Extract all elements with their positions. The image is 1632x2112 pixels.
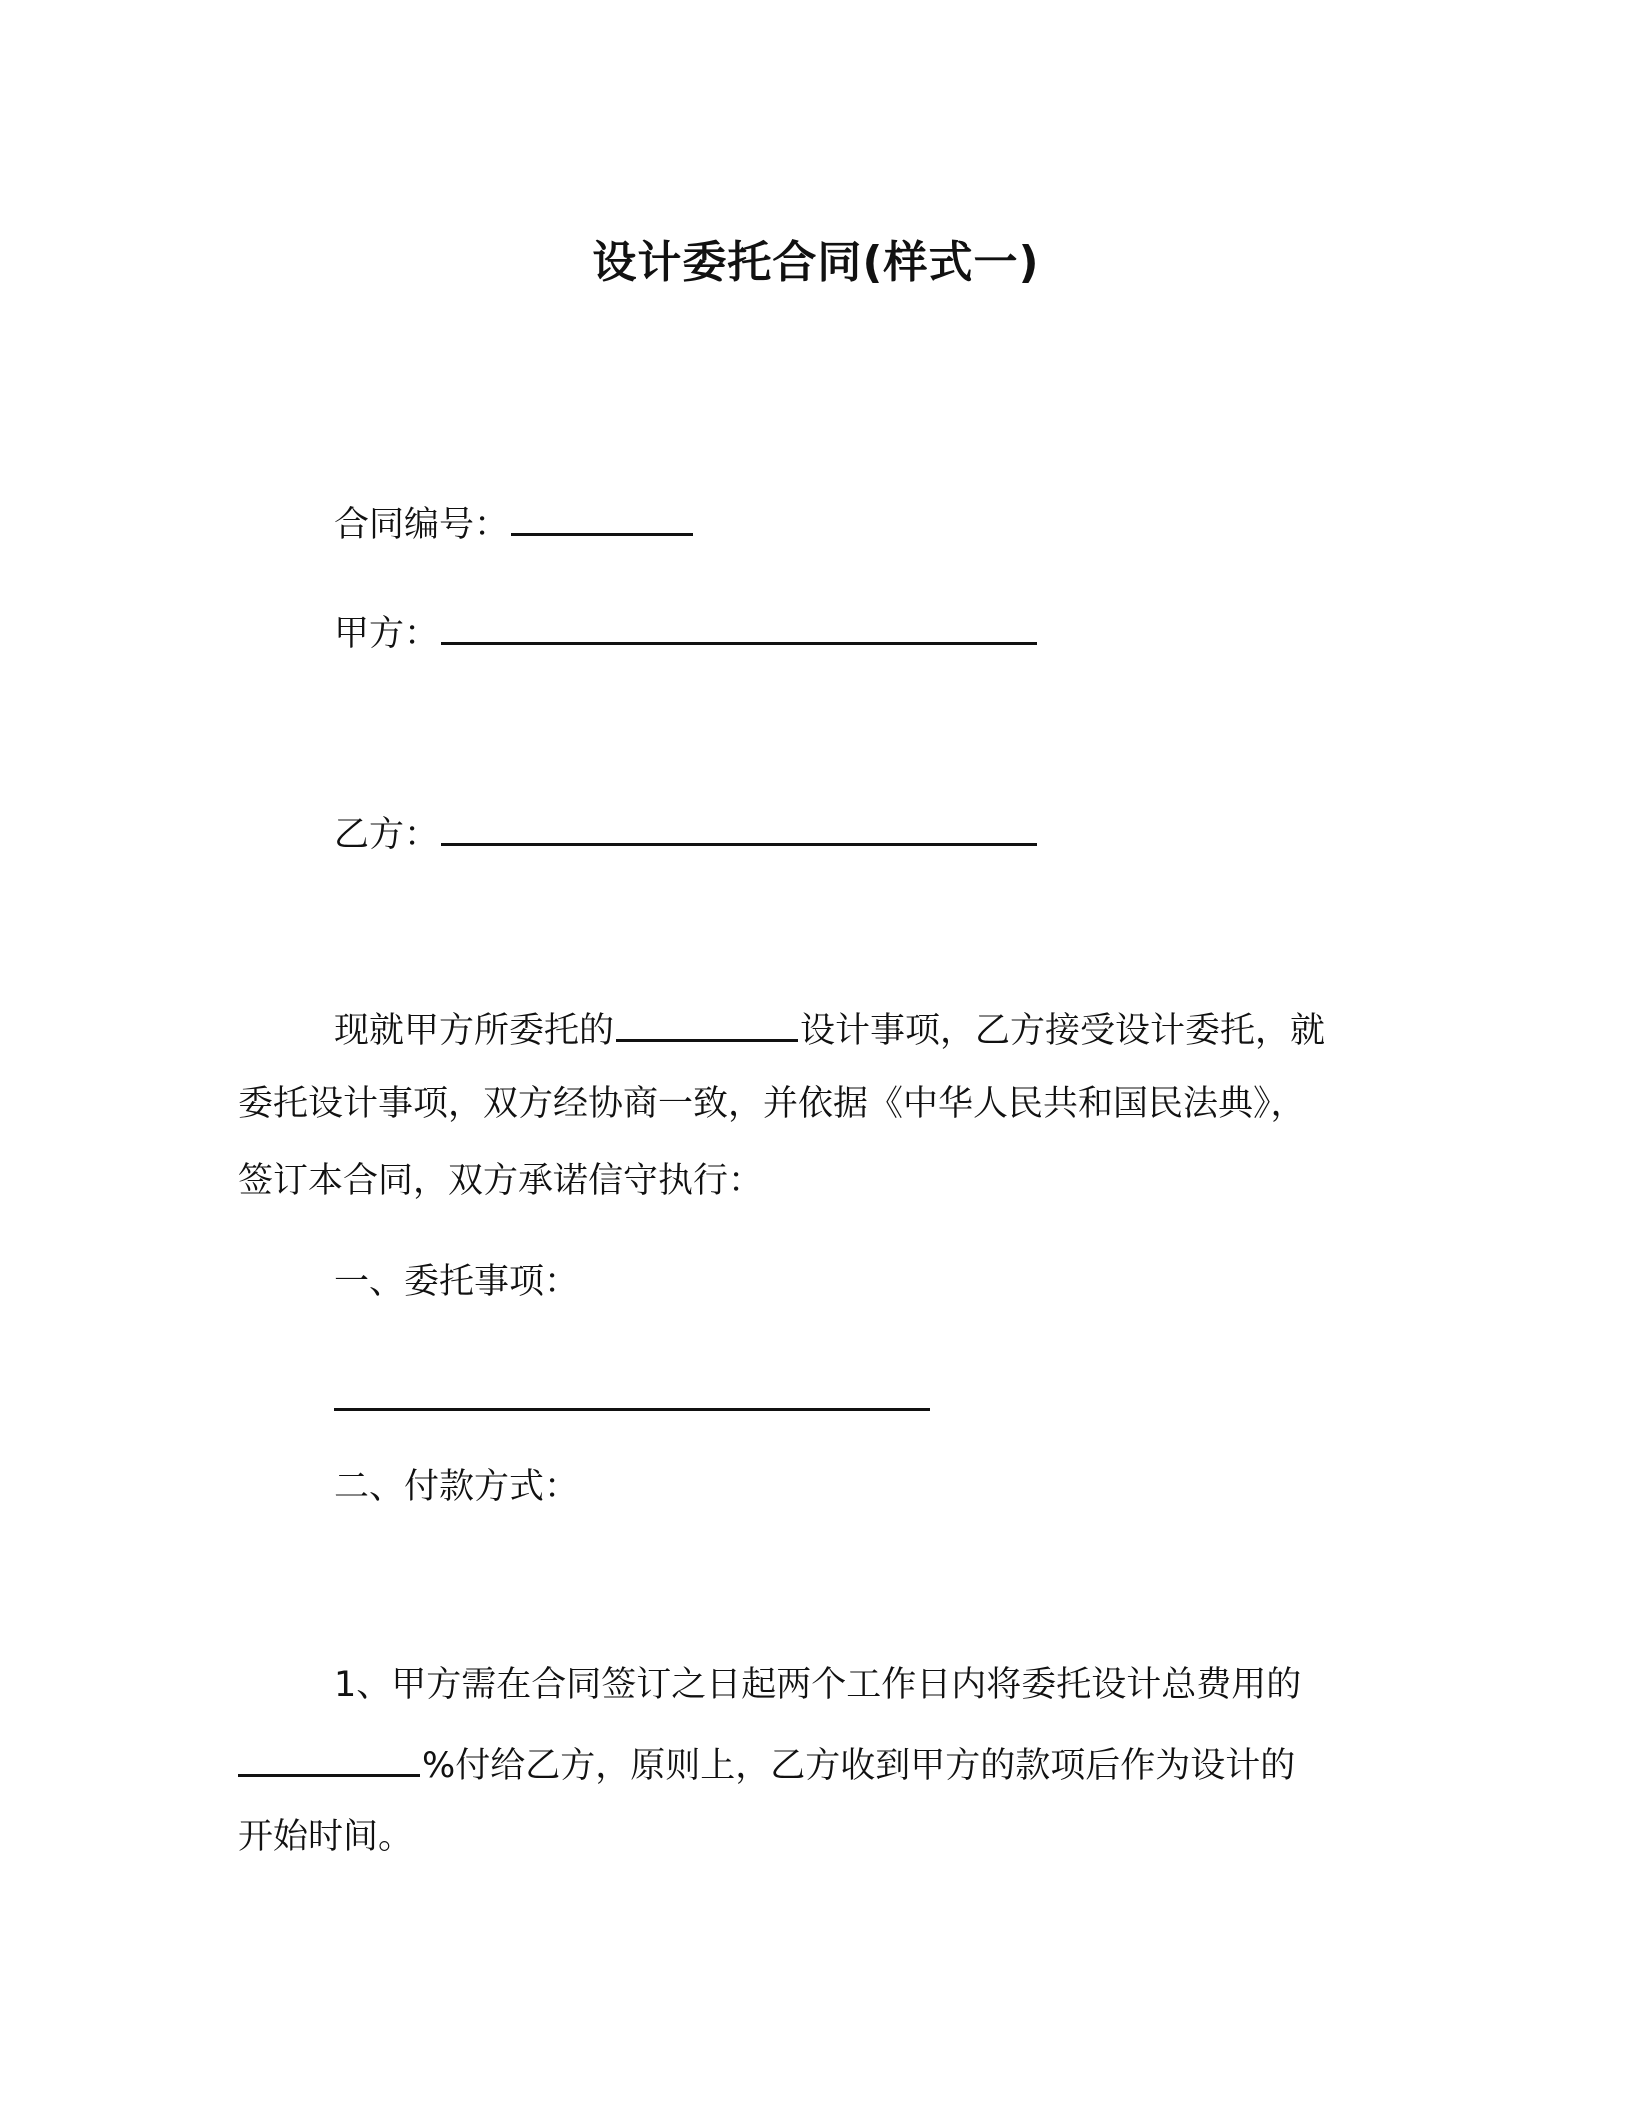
payment-item-1-line-1: 1、甲方需在合同签订之日起两个工作日内将委托设计总费用的 — [334, 1665, 1302, 1705]
contract-number-blank[interactable] — [511, 503, 693, 536]
section-2-heading: 二、付款方式： — [334, 1467, 580, 1507]
party-a-row — [334, 612, 1039, 652]
party-b-label: 乙方： — [334, 815, 440, 855]
party-a-blank[interactable] — [441, 612, 1037, 645]
section-1-blank-row — [334, 1378, 932, 1418]
entrusted-matter-blank[interactable] — [334, 1378, 930, 1411]
party-b-row — [334, 813, 1039, 853]
intro-line-1-pre: 现就甲方所委托的 — [334, 1011, 615, 1051]
contract-number-row — [334, 503, 695, 543]
section-1-heading: 一、委托事项： — [334, 1262, 580, 1302]
payment-item-1-line-3: 开始时间。 — [238, 1817, 414, 1857]
document-title: 设计委托合同(样式一) — [592, 237, 1040, 288]
design-matter-blank[interactable] — [616, 1009, 798, 1042]
intro-line-1-post: 设计事项，乙方接受设计委托，就 — [800, 1011, 1326, 1051]
intro-line-3: 签订本合同，双方承诺信守执行： — [238, 1161, 764, 1201]
payment-percent-blank[interactable] — [238, 1744, 420, 1777]
party-a-label: 甲方： — [334, 614, 440, 654]
intro-line-1 — [334, 1009, 1325, 1049]
payment-item-1-line-2 — [238, 1744, 1295, 1784]
contract-number-label: 合同编号： — [334, 505, 510, 545]
party-b-blank[interactable] — [441, 813, 1037, 846]
intro-line-2: 委托设计事项，双方经协商一致，并依据《中华人民共和国民法典》， — [238, 1084, 1306, 1124]
payment-item-1-line-2-post: %付给乙方，原则上，乙方收到甲方的款项后作为设计的 — [422, 1746, 1296, 1786]
